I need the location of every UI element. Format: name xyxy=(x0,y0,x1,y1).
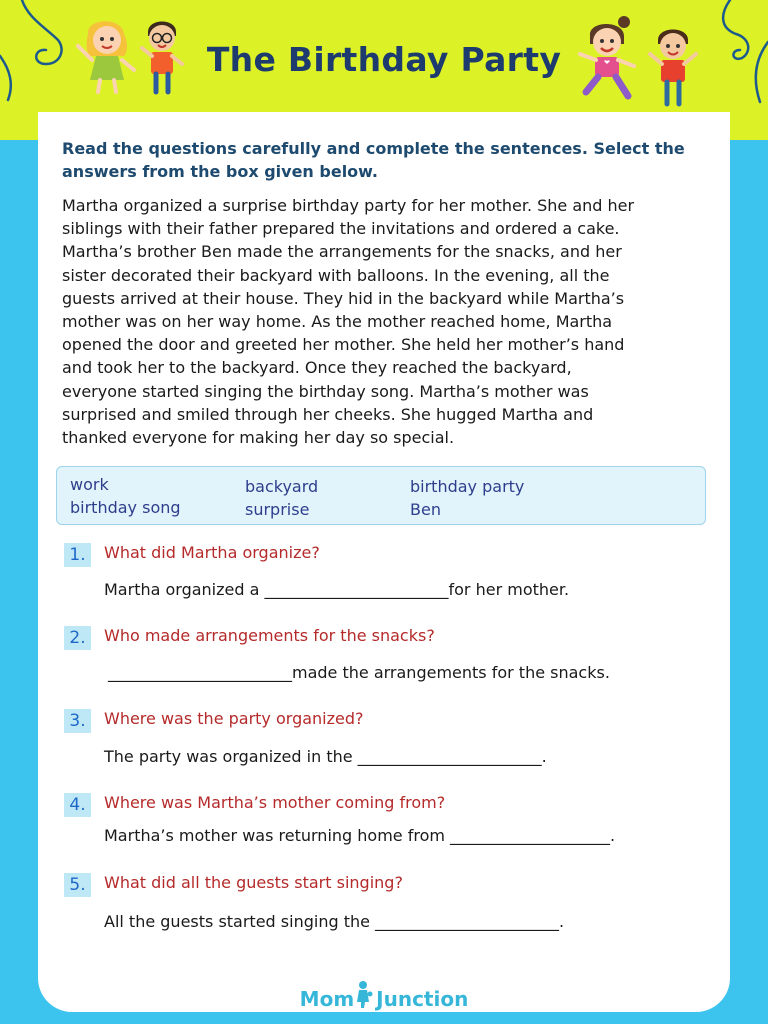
passage-line: Martha’s brother Ben made the arrangements for the snacks, and her xyxy=(62,242,622,262)
momjunction-logo xyxy=(0,980,768,1011)
answer-sentence-2: _______________________made the arrangements for the snacks. xyxy=(108,663,610,682)
passage-line: and took her to the backyard. Once they reached the backyard, xyxy=(62,358,572,378)
word-option: Ben xyxy=(410,500,441,519)
question-number-4: 4. xyxy=(64,793,91,817)
question-number-2: 2. xyxy=(64,626,91,650)
word-option: birthday party xyxy=(410,477,525,496)
passage-line: mother was on her way home. As the mother reached home, Martha xyxy=(62,312,613,332)
question-text-1: What did Martha organize? xyxy=(104,543,320,562)
passage-line: thanked everyone for making her day so special. xyxy=(62,428,455,448)
answer-sentence-5: All the guests started singing the _______________________. xyxy=(104,912,565,931)
answer-sentence-3: The party was organized in the _______________________. xyxy=(104,747,547,766)
word-option: birthday song xyxy=(70,498,181,517)
logo-text-left: Mom xyxy=(299,987,355,1011)
word-option: backyard xyxy=(245,477,319,496)
word-option: surprise xyxy=(245,500,310,519)
passage-line: opened the door and greeted her mother. She held her mother’s hand xyxy=(62,335,625,355)
question-text-3: Where was the party organized? xyxy=(104,709,364,728)
passage-line: everyone started singing the birthday song. Martha’s mother was xyxy=(62,381,589,401)
reading-passage xyxy=(62,194,712,449)
question-number-3: 3. xyxy=(64,709,91,733)
passage-line: surprised and smiled through her cheeks. She hugged Martha and xyxy=(62,404,594,424)
logo-text-right: Junction xyxy=(376,987,469,1011)
passage-line: sister decorated their backyard with balloons. In the evening, all the xyxy=(62,265,610,285)
passage-line: siblings with their father prepared the invitations and ordered a cake. xyxy=(62,219,620,239)
passage-line: Martha organized a surprise birthday party for her mother. She and her xyxy=(62,196,635,215)
answer-sentence-1: Martha organized a _______________________for her mother. xyxy=(104,580,570,599)
logo-mother-child-icon xyxy=(355,980,375,1010)
answer-sentence-4: Martha’s mother was returning home from ____________________. xyxy=(104,826,616,845)
page-title: The Birthday Party xyxy=(206,40,562,79)
word-option: work xyxy=(70,475,109,494)
question-number-5: 5. xyxy=(64,873,91,897)
question-text-4: Where was Martha’s mother coming from? xyxy=(104,793,446,812)
question-text-5: What did all the guests start singing? xyxy=(104,873,403,892)
passage-line: guests arrived at their house. They hid in the backyard while Martha’s xyxy=(62,288,625,308)
question-number-1: 1. xyxy=(64,543,91,567)
instructions: Read the questions carefully and complete the sentences. Select the answers from the box given below. xyxy=(62,139,685,181)
question-text-2: Who made arrangements for the snacks? xyxy=(104,626,435,645)
